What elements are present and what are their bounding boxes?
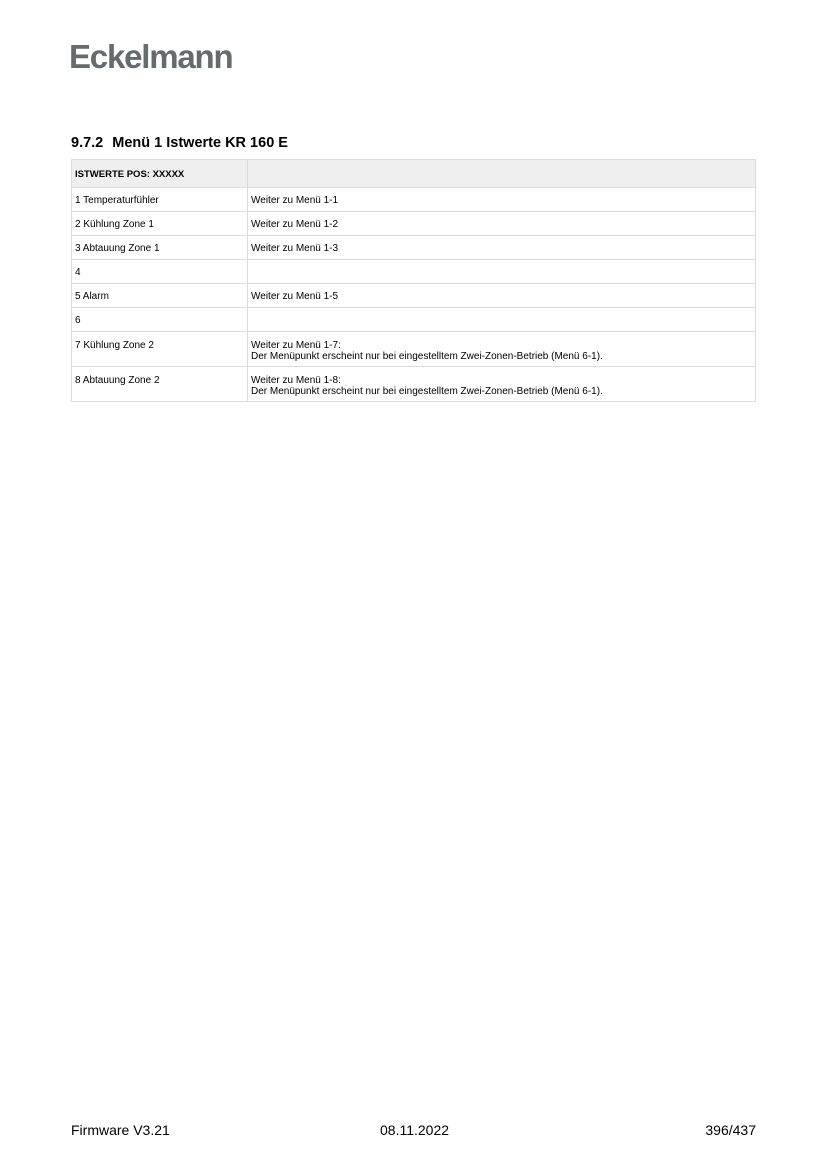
menu-item-description — [248, 260, 756, 284]
table-header-cell: ISTWERTE POS: XXXXX — [72, 160, 248, 188]
description-line: Weiter zu Menü 1-8: — [251, 375, 341, 386]
description-note: Der Menüpunkt erscheint nur bei eingestelltem Zwei-Zonen-Betrieb (Menü 6-1). — [251, 351, 603, 362]
section-number: 9.7.2 — [71, 135, 104, 151]
section-heading — [71, 134, 288, 152]
table-row — [72, 236, 756, 260]
menu-item-description — [248, 308, 756, 332]
description-line: Weiter zu Menü 1-2 — [251, 219, 339, 230]
description-note: Der Menüpunkt erscheint nur bei eingestelltem Zwei-Zonen-Betrieb (Menü 6-1). — [251, 386, 603, 397]
menu-item-label: 7 Kühlung Zone 2 — [72, 332, 248, 367]
table-row — [72, 212, 756, 236]
menu-item-description — [248, 332, 756, 367]
description-line: Weiter zu Menü 1-7: — [251, 340, 341, 351]
section-title: Menü 1 Istwerte KR 160 E — [112, 135, 288, 151]
footer-firmware-version: Firmware V3.21 — [71, 1122, 170, 1138]
company-logo: Eckelmann — [69, 38, 233, 75]
menu-item-label: 6 — [72, 308, 248, 332]
menu-item-label: 1 Temperaturfühler — [72, 188, 248, 212]
menu-item-label: 4 — [72, 260, 248, 284]
menu-item-label: 5 Alarm — [72, 284, 248, 308]
table-row — [72, 260, 756, 284]
table-row — [72, 188, 756, 212]
description-line: Weiter zu Menü 1-3 — [251, 243, 339, 254]
footer-page-number: 396/437 — [705, 1122, 756, 1138]
table-header-row — [72, 160, 756, 188]
menu-item-description — [248, 236, 756, 260]
table-row — [72, 332, 756, 367]
description-line: Weiter zu Menü 1-5 — [251, 291, 339, 302]
menu-item-label: 2 Kühlung Zone 1 — [72, 212, 248, 236]
table-row — [72, 367, 756, 402]
table-header-cell-empty — [248, 160, 756, 188]
description-line: Weiter zu Menü 1-1 — [251, 195, 339, 206]
menu-item-label: 3 Abtauung Zone 1 — [72, 236, 248, 260]
menu-item-description — [248, 284, 756, 308]
table-row — [72, 284, 756, 308]
description-line — [251, 315, 752, 326]
menu-item-label: 8 Abtauung Zone 2 — [72, 367, 248, 402]
table-row — [72, 308, 756, 332]
menu-table — [71, 159, 756, 402]
menu-item-description — [248, 212, 756, 236]
footer-date: 08.11.2022 — [380, 1122, 450, 1138]
description-line — [251, 267, 752, 278]
menu-item-description — [248, 367, 756, 402]
menu-item-description — [248, 188, 756, 212]
